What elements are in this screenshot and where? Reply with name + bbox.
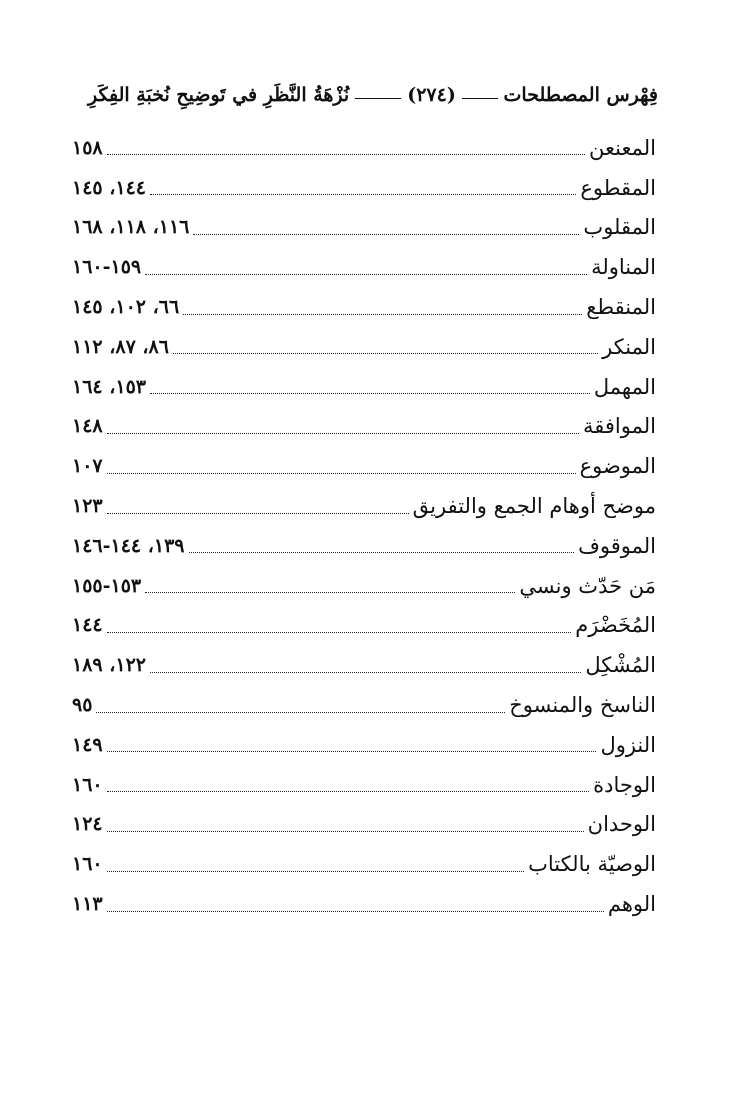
index-entry: [72, 247, 656, 287]
index-term: المعنعن: [589, 135, 656, 160]
index-entry: [72, 327, 656, 367]
dot-leader: [183, 314, 582, 315]
section-title: فِهْرس المصطلحات: [503, 84, 658, 106]
index-pages: ٩٥: [72, 694, 93, 717]
index-entry: [72, 725, 656, 765]
index-entry: [72, 765, 656, 805]
index-pages: ٦٦، ١٠٢، ١٤٥: [72, 296, 180, 319]
index-term: الموضوع: [579, 454, 656, 479]
index-pages: ١٦٠: [72, 853, 103, 876]
index-term: الوهم: [607, 892, 656, 917]
index-pages: ١٠٧: [72, 455, 103, 478]
dot-leader: [107, 911, 604, 912]
index-pages: ١١٦، ١١٨، ١٦٨: [72, 216, 190, 239]
index-entry: [72, 128, 656, 168]
index-entry: [72, 566, 656, 606]
index-term: الموافقة: [583, 414, 656, 439]
dot-leader: [107, 871, 524, 872]
index-list: [72, 128, 656, 924]
index-pages: ١٥٣، ١٦٤: [72, 375, 146, 398]
index-pages: ١٤٤، ١٤٥: [72, 176, 146, 199]
index-term: موضح أوهام الجمع والتفريق: [412, 494, 656, 519]
dot-leader: [193, 234, 579, 235]
index-term: الوصيّة بالكتاب: [528, 852, 656, 877]
index-term: المنكر: [602, 334, 656, 359]
dot-leader: [96, 712, 505, 713]
index-entry: [72, 884, 656, 924]
dot-leader: [107, 632, 572, 633]
index-pages: ١٢٤: [72, 813, 103, 836]
index-entry: [72, 805, 656, 845]
index-term: المقلوب: [583, 215, 656, 240]
page-number: (٢٧٤): [407, 84, 456, 106]
header-rule-left: [462, 98, 498, 99]
index-pages: ١١٣: [72, 893, 103, 916]
index-pages: ١٤٤: [72, 614, 103, 637]
index-entry: [72, 526, 656, 566]
index-term: الوجادة: [593, 772, 656, 797]
index-entry: [72, 446, 656, 486]
index-entry: [72, 486, 656, 526]
dot-leader: [145, 592, 515, 593]
dot-leader: [173, 353, 598, 354]
running-header: [88, 78, 658, 112]
index-pages: ١٥٨: [72, 136, 103, 159]
dot-leader: [107, 154, 585, 155]
index-term: المقطوع: [580, 175, 656, 200]
index-pages: ١٤٩: [72, 733, 103, 756]
dot-leader: [107, 433, 579, 434]
book-title: نُزْهَةُ النَّظَرِ في تَوضِيحِ نُخبَةِ الفِكَرِ: [88, 84, 350, 106]
header-rule-right: [355, 98, 401, 99]
index-entry: [72, 645, 656, 685]
dot-leader: [145, 274, 587, 275]
index-entry: [72, 168, 656, 208]
index-term: الناسخ والمنسوخ: [509, 693, 656, 718]
index-pages: ٨٦، ٨٧، ١١٢: [72, 335, 169, 358]
index-entry: [72, 407, 656, 447]
index-term: الوحدان: [587, 812, 656, 837]
index-entry: [72, 844, 656, 884]
dot-leader: [107, 831, 584, 832]
index-entry: [72, 367, 656, 407]
index-term: المنقطع: [586, 295, 656, 320]
index-entry: [72, 208, 656, 248]
index-entry: [72, 685, 656, 725]
dot-leader: [107, 791, 590, 792]
dot-leader: [150, 393, 590, 394]
dot-leader: [150, 672, 581, 673]
index-term: المُشْكِل: [585, 653, 656, 678]
index-pages: ١٦٠: [72, 773, 103, 796]
index-pages: ١٥٣-١٥٥: [72, 574, 142, 597]
dot-leader: [189, 552, 575, 553]
index-term: مَن حَدّث ونسي: [519, 573, 656, 598]
index-pages: ١٥٩-١٦٠: [72, 256, 142, 279]
dot-leader: [150, 194, 576, 195]
index-term: المُخَضْرَم: [575, 613, 656, 638]
dot-leader: [107, 751, 597, 752]
index-entry: [72, 287, 656, 327]
index-term: الموقوف: [578, 533, 656, 558]
index-term: المهمل: [593, 374, 656, 399]
index-pages: ١٢٢، ١٨٩: [72, 654, 146, 677]
index-pages: ١٣٩، ١٤٤-١٤٦: [72, 534, 185, 557]
index-term: النزول: [600, 732, 656, 757]
dot-leader: [107, 473, 576, 474]
index-term: المناولة: [591, 255, 656, 280]
index-pages: ١٢٣: [72, 495, 103, 518]
index-entry: [72, 606, 656, 646]
index-pages: ١٤٨: [72, 415, 103, 438]
dot-leader: [107, 513, 409, 514]
